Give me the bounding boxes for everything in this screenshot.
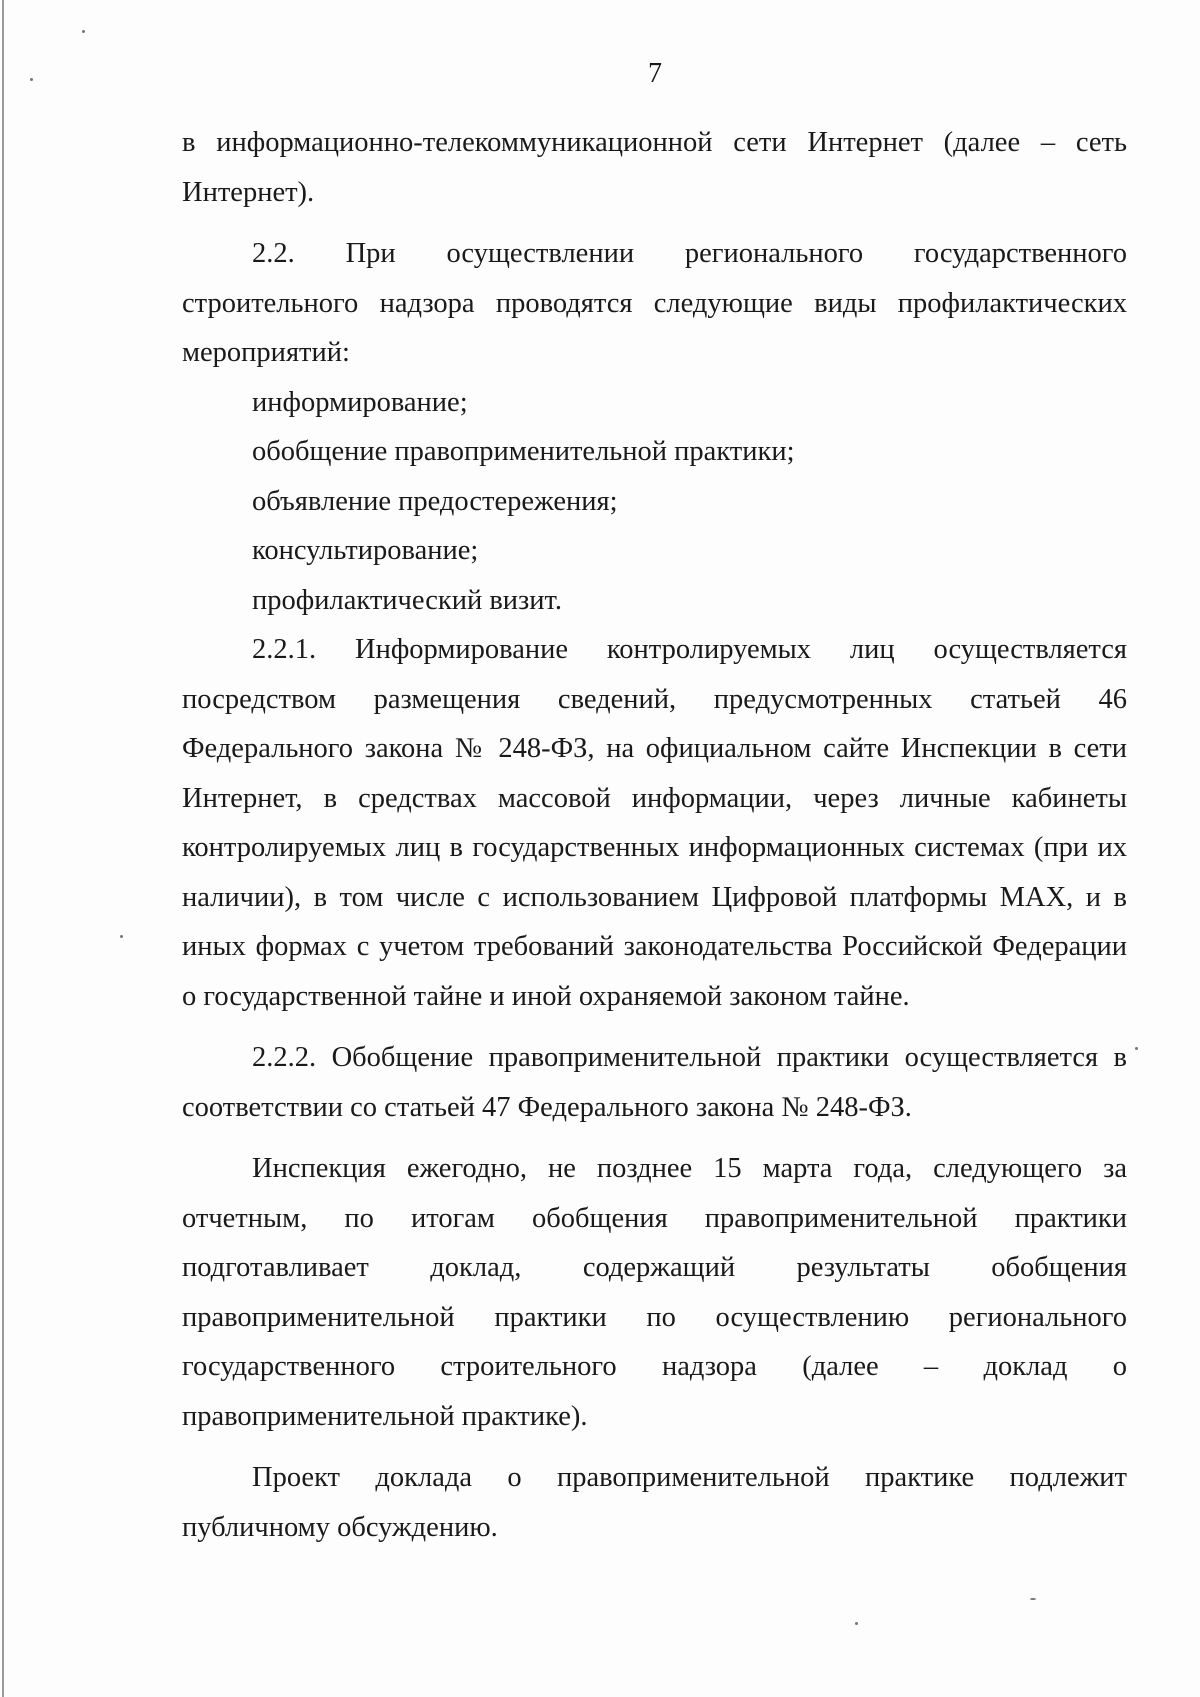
scan-speck	[120, 935, 123, 938]
paragraph-annual-report: Инспекция ежегодно, не позднее 15 марта года, следующего за отчетным, по итогам обобщения правоприменительной практики подготавливает доклад, содержащий результаты обобщения правоприменительной практики по осуществлению регионального государственного строительного надзора (далее – доклад о правоприменительной практике).	[182, 1153, 1127, 1432]
scan-speck	[30, 78, 33, 81]
paragraph-2-2: 2.2. При осуществлении регионального государственного строительного надзора проводятся следующие виды профилактических мероприятий:	[182, 238, 1127, 368]
list-item-informing: информирование;	[252, 386, 468, 418]
page-number: 7	[648, 58, 662, 89]
scan-speck	[1030, 1598, 1036, 1600]
scan-speck	[1135, 1047, 1138, 1050]
scan-speck	[82, 30, 85, 33]
list-item-consulting: консультирование;	[252, 535, 479, 566]
scan-edge-line	[2, 0, 4, 1697]
list-item-preventive-visit: профилактический визит.	[252, 584, 562, 616]
scan-speck	[855, 1622, 858, 1625]
paragraph-continuation: в информационно-телекоммуникационной сети Интернет (далее – сеть Интернет).	[182, 127, 1127, 208]
list-item-warning: объявление предостережения;	[252, 485, 618, 517]
paragraph-2-2-1: 2.2.1. Информирование контролируемых лиц осуществляется посредством размещения сведений, предусмотренных статьей 46 Федерального закона № 248-ФЗ, на официальном сайте Инспекции в сети Интернет, в средствах массовой информации, через личные кабинеты контролируемых лиц в государственных информационных системах (при их наличии), в том числе с использованием Цифровой платформы MAX, и в иных формах с учетом требований законодательства Российской Федерации о государственной тайне и иной охраняемой законом тайне.	[182, 634, 1127, 1012]
paragraph-2-2-2: 2.2.2. Обобщение правоприменительной практики осуществляется в соответствии со статьей 47 Федерального закона № 248-ФЗ.	[182, 1042, 1127, 1123]
list-item-generalization: обобщение правоприменительной практики;	[252, 436, 795, 467]
paragraph-public-discussion: Проект доклада о правоприменительной практике подлежит публичному обсуждению.	[182, 1462, 1127, 1543]
document-body	[182, 118, 1127, 1552]
